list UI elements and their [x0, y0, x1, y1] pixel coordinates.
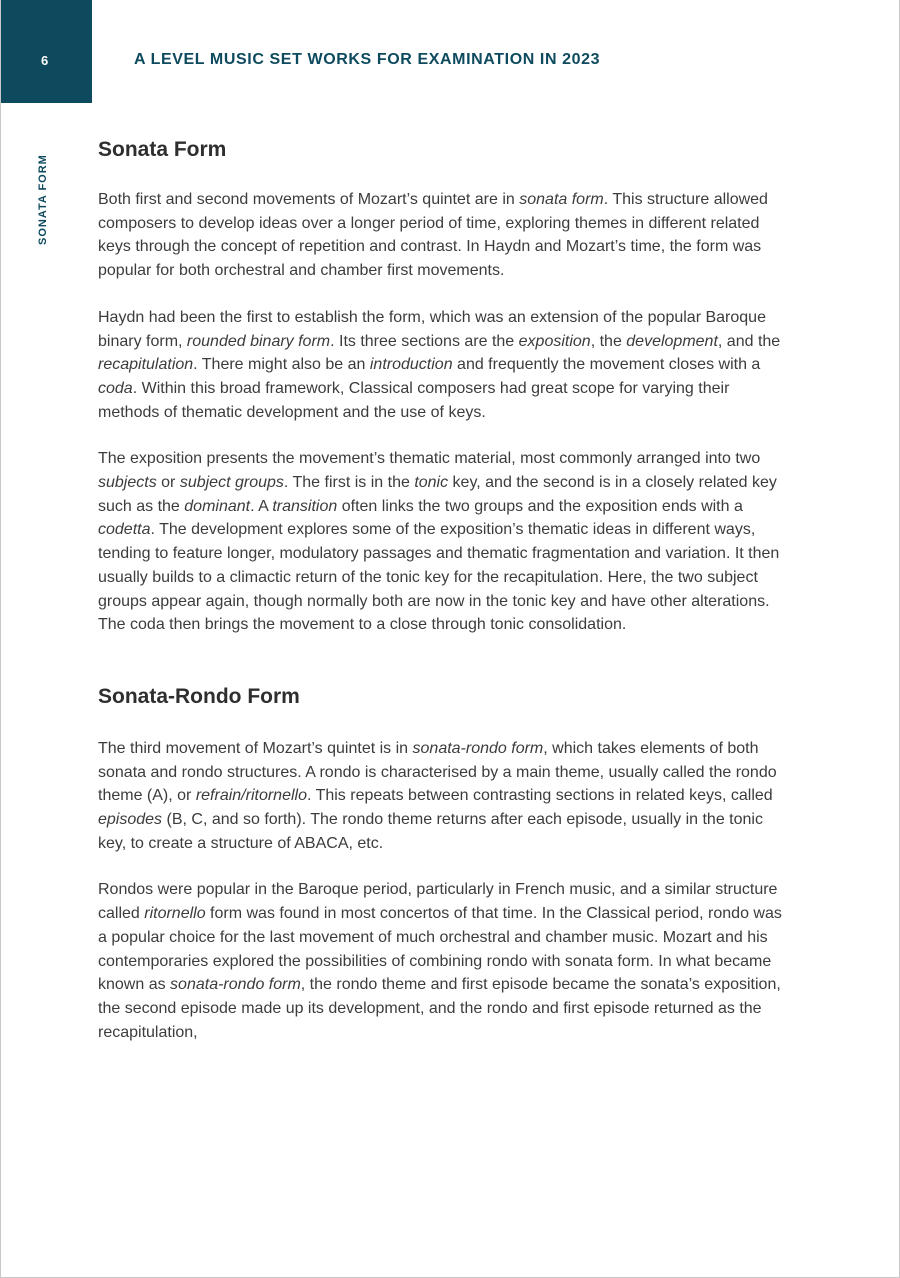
- italic-term: episodes: [98, 811, 163, 829]
- italic-term: dominant: [184, 497, 251, 515]
- italic-term: ritornello: [144, 905, 206, 923]
- italic-term: exposition: [518, 332, 591, 350]
- italic-term: subject groups: [179, 474, 284, 492]
- running-header: A LEVEL MUSIC SET WORKS FOR EXAMINATION IN 2023: [134, 51, 601, 68]
- section-sonata-form: [98, 136, 788, 637]
- italic-term: introduction: [369, 356, 453, 374]
- paragraph: Both first and second movements of Mozart’s quintet are in sonata form. This structure allowed composers to develop ideas over a longer period of time, exploring themes in different related keys through the concept of repetition and contrast. In Haydn and Mozart’s time, the form was popular for both orchestral and chamber first movements.: [98, 191, 768, 280]
- section-heading: Sonata Form: [98, 138, 227, 161]
- page-body: [98, 136, 788, 1067]
- italic-term: refrain/ritornello: [195, 787, 307, 805]
- page-number: 6: [41, 53, 49, 68]
- paragraph: The third movement of Mozart’s quintet is in sonata-rondo form, which takes elements of both sonata and rondo structures. A rondo is characterised by a main theme, usually called the rondo theme (A), or refrain/ritornello. This repeats between contrasting sections in related keys, called episodes (B, C, and so forth). The rondo theme returns after each episode, usually in the tonic key, to create a structure of ABACA, etc.: [98, 739, 777, 852]
- italic-term: coda: [98, 379, 133, 397]
- paragraph: The exposition presents the movement’s thematic material, most commonly arranged into two subjects or subject groups. The first is in the tonic key, and the second is in a closely related key such as the dominant. A transition often links the two groups and the exposition ends with a codetta. The development explores some of the exposition’s thematic ideas in different ways, tending to feature longer, modulatory passages and thematic fragmentation and variation. It then usually builds to a climactic return of the tonic key for the recapitulation. Here, the two subject groups appear again, though normally both are now in the tonic key and have other alterations. The coda then brings the movement to a close through tonic consolidation.: [98, 450, 780, 634]
- section-side-label: SONATA FORM: [37, 154, 49, 245]
- italic-term: sonata-rondo form: [412, 739, 544, 757]
- italic-term: recapitulation: [98, 356, 194, 374]
- paragraph: Rondos were popular in the Baroque period, particularly in French music, and a similar structure called ritornello form was found in most concertos of that time. In the Classical period, rondo was a popular choice for the last movement of much orchestral and chamber music. Mozart and his contemporaries explored the possibilities of combining rondo with sonata form. In what became known as sonata-rondo form, the rondo theme and first episode became the sonata’s exposition, the second episode made up its development, and the rondo and first episode returned as the recapitulation,: [98, 881, 782, 1041]
- section-sonata-rondo-form: [98, 683, 788, 1044]
- italic-term: tonic: [414, 474, 449, 492]
- paragraph: Haydn had been the first to establish the form, which was an extension of the popular Baroque binary form, rounded binary form. Its three sections are the exposition, the development, and the recapitulation. There might also be an introduction and frequently the movement closes with a coda. Within this broad framework, Classical composers had great scope for varying their methods of thematic development and the use of keys.: [98, 308, 781, 421]
- italic-term: subjects: [98, 474, 157, 492]
- italic-term: sonata form: [519, 191, 604, 208]
- italic-term: transition: [272, 497, 338, 515]
- page-number-tab: [1, 0, 92, 103]
- section-heading: Sonata-Rondo Form: [98, 684, 300, 708]
- italic-term: rounded binary form: [186, 332, 331, 350]
- italic-term: sonata-rondo form: [170, 976, 301, 994]
- italic-term: codetta: [98, 521, 151, 539]
- italic-term: development: [626, 332, 718, 350]
